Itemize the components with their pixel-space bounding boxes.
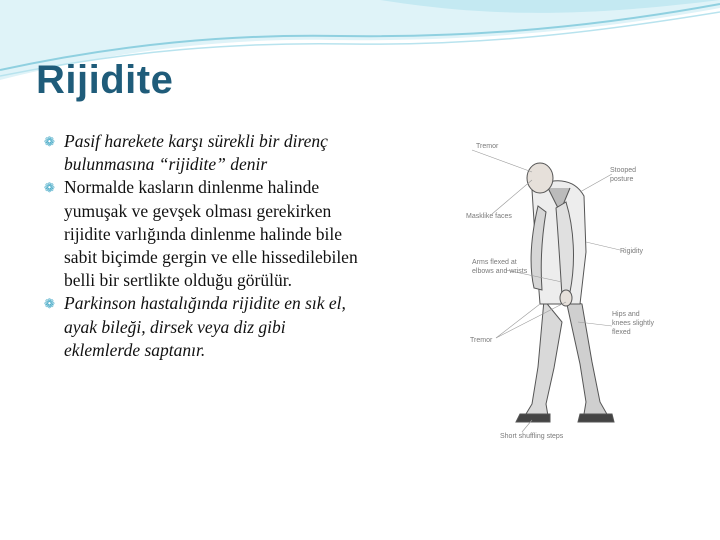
- parkinson-posture-illustration: [462, 132, 654, 444]
- label-tremor-top: Tremor: [476, 143, 499, 150]
- bullet-text-3: Parkinson hastalığında rijidite en sık el, ayak bileği, dirsek veya diz gibi eklemlerde saptanır.: [64, 293, 346, 360]
- swirl-bullet-icon: ❁: [44, 134, 55, 149]
- slide-title: Rijidite: [36, 58, 174, 102]
- bullet-item-3: [44, 292, 364, 362]
- bullet-list: [44, 130, 364, 362]
- swirl-bullet-icon: ❁: [44, 296, 55, 312]
- bullet-item-1: [44, 130, 364, 176]
- label-hips-1: Hips and: [612, 311, 640, 318]
- label-masklike: Masklike faces: [466, 213, 512, 220]
- label-arms-1: Arms flexed at: [472, 259, 517, 266]
- bullet-item-2: [44, 176, 364, 292]
- label-rigidity: Rigidity: [620, 248, 643, 255]
- label-stooped-1: Stooped: [610, 167, 637, 174]
- swirl-bullet-icon: ❁: [44, 180, 55, 196]
- bullet-text-2: Normalde kasların dinlenme halinde yumuşak ve gevşek olması gerekirken rijidite varlığında dinlenme halinde bile sabit biçimde gergin ve elle hissedilebilen belli bir sertlikte olduğu görülür.: [64, 177, 358, 291]
- label-arms-2: elbows and wrists: [472, 268, 528, 275]
- bullet-text-1: Pasif harekete karşı sürekli bir direnç bulunmasına “rijidite” denir: [64, 131, 328, 175]
- label-stooped-2: posture: [610, 176, 634, 183]
- label-hips-3: flexed: [612, 329, 631, 336]
- label-shuffling: Short shuffling steps: [500, 433, 564, 440]
- label-hips-2: knees slightly: [612, 320, 654, 327]
- label-tremor-bottom: Tremor: [470, 337, 493, 344]
